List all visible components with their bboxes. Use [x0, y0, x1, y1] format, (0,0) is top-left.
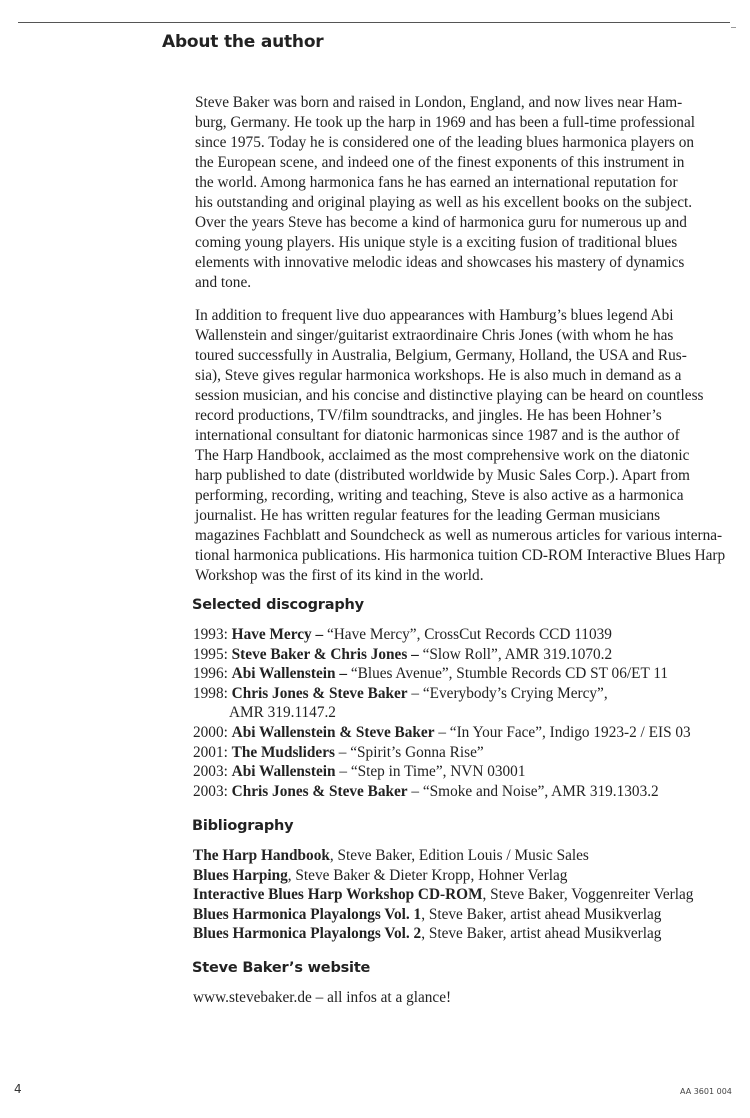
bio-line: record productions, TV/film soundtracks, and jingles. He has been Hohner’s	[195, 407, 662, 424]
discography-artist: Abi Wallenstein –	[231, 665, 347, 683]
bio-line: The Harp Handbook, acclaimed as the most comprehensive work on the diatonic	[195, 447, 690, 464]
discography-artist: Chris Jones & Steve Baker	[231, 684, 408, 702]
discography-detail: “Have Mercy”, CrossCut Records CCD 11039	[323, 626, 612, 643]
book-detail: , Steve Baker, artist ahead Musikverlag	[421, 905, 662, 923]
discography-year: 1996:	[193, 665, 228, 683]
bio-line: Over the years Steve has become a kind of harmonica guru for numerous up and	[195, 214, 687, 231]
discography-year: 2000:	[193, 723, 228, 741]
book-detail: , Steve Baker & Dieter Kropp, Hohner Verlag	[287, 866, 568, 884]
discography-artist: Steve Baker & Chris Jones –	[231, 645, 419, 663]
bibliography-heading: Bibliography	[192, 818, 294, 834]
book-title: The Harp Handbook	[193, 847, 330, 864]
bio-line: Wallenstein and singer/guitarist extraordinaire Chris Jones (with whom he has	[195, 327, 674, 344]
bio-line: the European scene, and indeed one of the finest exponents of this instrument in	[195, 154, 685, 171]
discography-detail: – “In Your Face”, Indigo 1923-2 / EIS 03	[434, 723, 691, 741]
discography-item	[193, 743, 738, 763]
bio-line: elements with innovative melodic ideas and showcases his mastery of dynamics	[195, 254, 685, 271]
page-title: About the author	[162, 32, 324, 52]
bibliography-list	[193, 846, 738, 944]
book-title: Blues Harmonica Playalongs Vol. 2	[193, 925, 422, 943]
bio-line: performing, recording, writing and teaching, Steve is also active as a harmonica	[195, 487, 684, 504]
discography-detail: – “Spirit’s Gonna Rise”	[334, 743, 484, 761]
discography-year: 2003:	[193, 782, 228, 800]
book-detail: , Steve Baker, Voggenreiter Verlag	[482, 886, 694, 904]
discography-item	[193, 684, 738, 704]
bio-line: magazines Fachblatt and Soundcheck as well as numerous articles for various interna-	[195, 527, 723, 544]
top-rule	[18, 22, 730, 23]
discography-artist: The Mudsliders	[231, 743, 335, 761]
discography-item	[193, 762, 738, 782]
discography-year: 1993:	[193, 626, 228, 643]
bio-line: his outstanding and original playing as well as his excellent books on the subject.	[195, 194, 693, 211]
book-title: Interactive Blues Harp Workshop CD-ROM	[193, 886, 483, 904]
discography-item	[193, 664, 738, 684]
book-detail: , Steve Baker, Edition Louis / Music Sales	[329, 847, 589, 864]
bio-paragraph-2	[195, 306, 733, 586]
discography-item-continuation: AMR 319.1147.2	[229, 704, 336, 722]
discography-artist: Chris Jones & Steve Baker	[231, 782, 408, 800]
website-text: www.stevebaker.de – all infos at a glance!	[193, 989, 452, 1006]
discography-item	[193, 645, 738, 665]
discography-detail: “Blues Avenue”, Stumble Records CD ST 06/ET 11	[347, 665, 669, 683]
bio-line: tional harmonica publications. His harmonica tuition CD-ROM Interactive Blues Harp	[195, 547, 726, 564]
discography-detail: – “Step in Time”, NVN 03001	[335, 763, 526, 781]
bio-line: Steve Baker was born and raised in London, England, and now lives near Ham-	[195, 94, 683, 111]
discography-list	[193, 625, 738, 801]
discography-year: 2001:	[193, 743, 228, 761]
bio-line: and tone.	[195, 274, 252, 291]
bio-line: Workshop was the first of its kind in the world.	[195, 567, 484, 584]
bio-line: journalist. He has written regular features for the leading German musicians	[195, 507, 661, 524]
bibliography-item	[193, 846, 738, 866]
bio-line: harp published to date (distributed worldwide by Music Sales Corp.). Apart from	[195, 467, 690, 484]
book-detail: , Steve Baker, artist ahead Musikverlag	[421, 925, 662, 943]
discography-detail: “Slow Roll”, AMR 319.1070.2	[418, 645, 613, 663]
page-number: 4	[14, 1082, 22, 1096]
discography-artist: Have Mercy –	[231, 626, 324, 643]
discography-heading: Selected discography	[192, 597, 364, 613]
bio-line: since 1975. Today he is considered one of the leading blues harmonica players on	[195, 134, 695, 151]
bio-line: coming young players. His unique style is a exciting fusion of traditional blues	[195, 234, 678, 251]
discography-item	[193, 782, 738, 802]
book-title: Blues Harmonica Playalongs Vol. 1	[193, 905, 422, 923]
bio-line: In addition to frequent live duo appearances with Hamburg’s blues legend Abi	[195, 307, 674, 324]
bibliography-item	[193, 924, 738, 944]
website-heading: Steve Baker’s website	[192, 960, 371, 976]
bibliography-item	[193, 866, 738, 886]
discography-item	[193, 723, 738, 743]
bio-line: burg, Germany. He took up the harp in 1969 and has been a full-time professional	[195, 114, 695, 131]
catalog-code: AA 3601 004	[680, 1087, 732, 1096]
discography-year: 1998:	[193, 684, 228, 702]
bibliography-item	[193, 885, 738, 905]
top-rule-tick	[731, 27, 736, 28]
discography-item	[193, 625, 738, 645]
bibliography-item	[193, 905, 738, 925]
bio-line: session musician, and his concise and distinctive playing can be heard on countless	[195, 387, 704, 404]
discography-detail: – “Everybody’s Crying Mercy”,	[407, 684, 608, 702]
discography-artist: Abi Wallenstein & Steve Baker	[231, 723, 435, 741]
discography-year: 2003:	[193, 763, 228, 781]
bio-line: the world. Among harmonica fans he has earned an international reputation for	[195, 174, 678, 191]
bio-line: toured successfully in Australia, Belgium, Germany, Holland, the USA and Rus-	[195, 347, 687, 364]
book-title: Blues Harping	[193, 866, 288, 884]
bio-line: sia), Steve gives regular harmonica workshops. He is also much in demand as a	[195, 367, 682, 384]
discography-year: 1995:	[193, 645, 228, 663]
bio-line: international consultant for diatonic harmonicas since 1987 and is the author of	[195, 427, 680, 444]
discography-detail: – “Smoke and Noise”, AMR 319.1303.2	[407, 782, 659, 800]
discography-artist: Abi Wallenstein	[231, 763, 336, 781]
bio-paragraph-1	[195, 93, 733, 293]
